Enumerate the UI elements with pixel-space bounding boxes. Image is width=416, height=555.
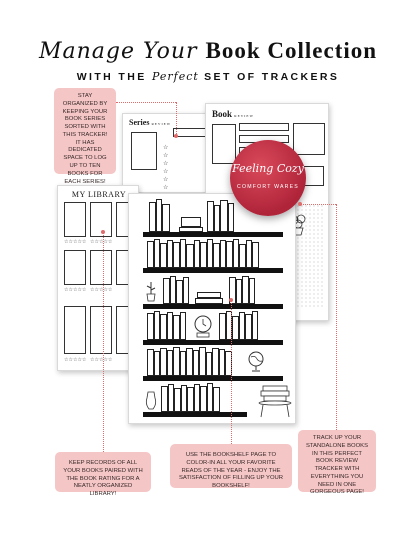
book [252, 311, 258, 340]
shelf-row-2 [143, 238, 283, 268]
book [213, 387, 220, 412]
library-slot [64, 202, 86, 237]
headline-script: Manage Your [38, 39, 198, 64]
connector-line [336, 204, 337, 430]
series-page-title [129, 118, 171, 127]
side-table-books [257, 384, 293, 418]
book [199, 347, 206, 376]
book [147, 349, 154, 376]
book [173, 242, 180, 268]
connector-line [103, 232, 104, 452]
callout-library: KEEP RECORDS OF ALL YOUR BOOKS PAIRED WITH THE BOOK RATING FOR A NEATLY ORGANIZED LIBRARY! [55, 452, 151, 492]
library-title: MY LIBRARY [71, 190, 127, 199]
book [213, 243, 220, 268]
book [226, 241, 233, 268]
book [200, 386, 207, 412]
book [163, 278, 170, 304]
brand-name: Feeling Cozy [232, 162, 304, 175]
connector-line [300, 204, 336, 205]
connector-dot [101, 230, 105, 234]
callout-series: STAY ORGANIZED BY KEEPING YOUR BOOK SERIES SORTED WITH THIS TRACKER! IT HAS DEDICATED SPACE TO LOG UP TO TEN BOOKS FOR EACH SERIES! [54, 88, 116, 174]
book [181, 217, 201, 227]
shelf-plank [143, 304, 283, 309]
library-stars: ☆☆☆☆☆ [64, 357, 87, 363]
book [200, 242, 207, 268]
callout-bookshelf: USE THE BOOKSHELF PAGE TO COLOR-IN ALL YOUR FAVORITE READS OF THE YEAR - ENJOY THE SATISFACTION OF FILLING UP YOUR BOOKSHELF! [170, 444, 292, 488]
book [228, 203, 234, 232]
series-field [173, 128, 207, 137]
library-stars: ☆☆☆☆☆ [64, 239, 87, 245]
review-title-text: Book [212, 109, 233, 119]
library-stars: ☆☆☆☆☆ [90, 357, 113, 363]
subheadline [0, 70, 416, 83]
series-title-text: Series [129, 118, 150, 127]
series-cover-box [131, 132, 157, 170]
review-cover-box [212, 124, 236, 164]
book [160, 348, 167, 376]
library-slot [64, 306, 86, 354]
review-field-1 [239, 123, 289, 131]
book [160, 243, 167, 268]
book [173, 315, 180, 340]
connector-line [116, 102, 176, 103]
shelf-plank [143, 232, 283, 237]
book [242, 276, 249, 304]
connector-dot [229, 298, 233, 302]
book [147, 241, 154, 268]
shelf-plank [143, 268, 283, 273]
shelf-plank [143, 340, 283, 345]
globe-icon [247, 350, 265, 374]
connector-dot [174, 134, 178, 138]
book [219, 313, 226, 340]
book [183, 277, 189, 304]
brand-tagline: COMFORT WARES [237, 184, 299, 190]
subheadline-script: Perfect [151, 70, 199, 83]
book [174, 388, 181, 412]
book [232, 316, 239, 340]
review-page-title [212, 109, 254, 119]
my-library-page [57, 185, 139, 371]
bookshelf-page [128, 193, 296, 424]
library-slot [90, 250, 112, 285]
book [249, 278, 255, 304]
book [207, 201, 214, 232]
book [187, 387, 194, 412]
book [197, 292, 221, 298]
shelf-row-5 [143, 346, 283, 376]
shelf-row-4 [143, 310, 283, 340]
connector-line [231, 300, 232, 444]
series-star-column: ☆ ☆ ☆ ☆ ☆ ☆ [163, 145, 169, 191]
book [173, 347, 180, 376]
shelf-row-6 [143, 382, 243, 412]
book [149, 202, 156, 232]
series-review-page [122, 113, 212, 193]
book [252, 242, 259, 268]
cactus-icon [145, 280, 157, 302]
callout-review: TRACK UP YOUR STANDALONE BOOKS IN THIS PERFECT BOOK REVIEW TRACKER WITH EVERYTHING YOU NEED IN ONE GORGEOUS PAGE! [298, 430, 376, 492]
headline [0, 38, 416, 64]
book [245, 314, 252, 340]
connector-line [176, 102, 177, 136]
vase-icon [145, 390, 157, 410]
headline-bold: Book Collection [205, 38, 378, 63]
subheadline-post: SET OF TRACKERS [204, 71, 340, 83]
shelf-plank [143, 376, 283, 381]
shelf-row-3 [143, 274, 283, 304]
book [239, 244, 246, 268]
book [186, 244, 194, 268]
book [162, 204, 170, 232]
connector-dot [298, 202, 302, 206]
brand-badge [230, 140, 306, 216]
book [186, 348, 193, 376]
library-slot [64, 250, 86, 285]
book [176, 280, 183, 304]
book [160, 314, 167, 340]
book [161, 386, 168, 412]
review-rating-box [293, 123, 325, 155]
book [147, 313, 154, 340]
library-stars: ☆☆☆☆☆ [64, 287, 87, 293]
subheadline-pre: WITH THE [76, 71, 147, 83]
book [212, 348, 219, 376]
library-stars: ☆☆☆☆☆ [90, 287, 113, 293]
library-slot [90, 306, 112, 354]
review-sub-text: REVIEW [234, 114, 254, 118]
book [180, 312, 186, 340]
book [220, 200, 228, 232]
clock-icon [193, 314, 213, 338]
series-sub-text: REVIEW [151, 122, 172, 126]
library-stars: ☆☆☆☆☆ [90, 239, 113, 245]
